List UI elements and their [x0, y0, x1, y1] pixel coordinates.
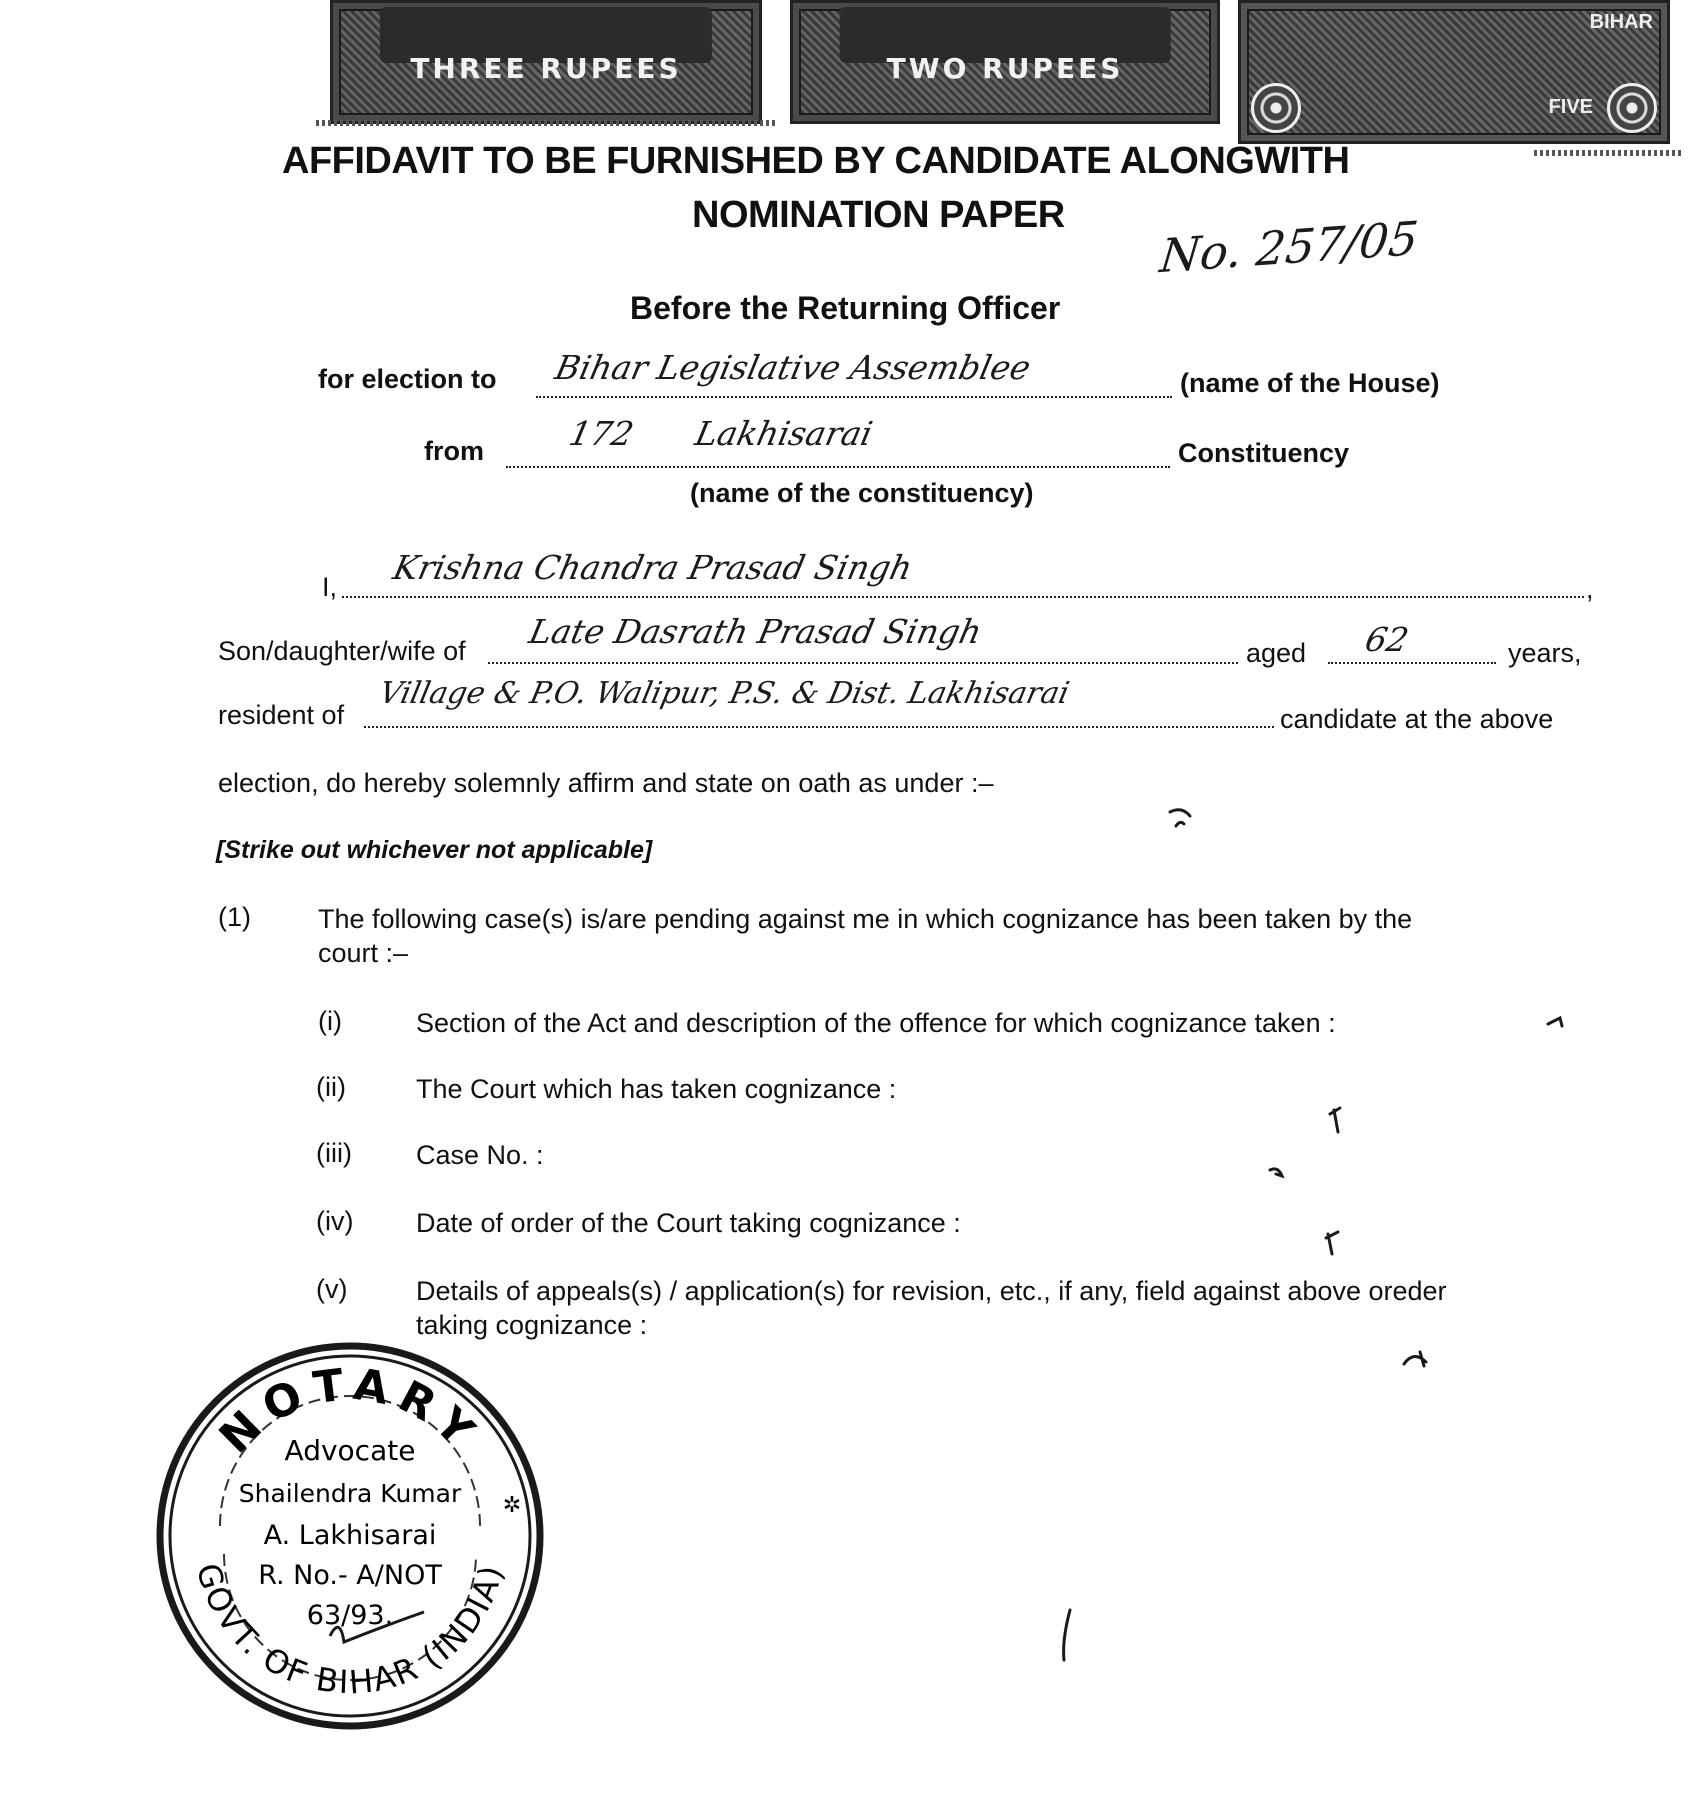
- stamp-value: TWO RUPEES: [886, 52, 1124, 85]
- section-text: The following case(s) is/are pending against me in which cognizance has been taken by the: [318, 904, 1413, 934]
- years-label: years,: [1508, 638, 1582, 668]
- item-text: Case No. :: [416, 1140, 544, 1170]
- candidate-suffix: candidate at the above: [1280, 704, 1554, 734]
- resident-label: resident of: [218, 700, 345, 730]
- section-text-line2: court :–: [318, 938, 409, 968]
- stamp-value: THREE RUPEES: [410, 52, 682, 85]
- form-title: AFFIDAVIT TO BE FURNISHED BY CANDIDATE ALONGWITH: [282, 140, 1350, 182]
- relation-label: Son/daughter/wife of: [218, 636, 466, 666]
- item-text-line2: taking cognizance :: [416, 1310, 648, 1340]
- before-returning-officer: Before the Returning Officer: [630, 290, 1061, 326]
- item-text: Details of appeals(s) / application(s) for revision, etc., if any, field against above oreder: [416, 1276, 1447, 1306]
- election-value: Bihar Legislative Assemblee: [551, 348, 1035, 387]
- stamp-state: BIHAR: [1589, 11, 1653, 33]
- reference-number: No. 257/05: [1157, 210, 1421, 284]
- age-value: 62: [1361, 620, 1413, 659]
- parent-name: Late Dasrath Prasad Singh: [525, 612, 986, 651]
- form-title-line2: NOMINATION PAPER: [692, 194, 1065, 236]
- seal-line-5: 63/93.: [306, 1600, 394, 1631]
- address-value: Village & P.O. Walipur, P.S. & Dist. Lakhisarai: [376, 676, 1073, 711]
- item-number: (iv): [316, 1206, 354, 1236]
- item-text: Date of order of the Court taking cognizance :: [416, 1208, 961, 1238]
- item-text: The Court which has taken cognizance :: [416, 1074, 897, 1104]
- strike-note: [Strike out whichever not applicable]: [216, 836, 653, 864]
- i-label: I,: [322, 572, 338, 602]
- item-text: Section of the Act and description of the offence for which cognizance taken :: [416, 1008, 1336, 1038]
- item-number: (v): [316, 1274, 348, 1304]
- item-number: (iii): [316, 1138, 352, 1168]
- section-number: (1): [218, 902, 251, 932]
- comma: ,: [1586, 574, 1594, 604]
- house-hint: (name of the House): [1180, 368, 1440, 398]
- aged-label: aged: [1246, 638, 1307, 668]
- constituency-hint: (name of the constituency): [690, 478, 1034, 508]
- seal-line-3: A. Lakhisarai: [263, 1520, 437, 1551]
- from-label: from: [424, 436, 484, 466]
- stamp-value: FIVE: [1548, 96, 1593, 118]
- seal-top-text: NOTARY: [209, 1358, 491, 1464]
- notary-seal: [150, 1336, 550, 1736]
- item-number: (i): [318, 1006, 342, 1036]
- seal-line-1: Advocate: [284, 1434, 416, 1467]
- seal-line-2: Shailendra Kumar: [238, 1479, 462, 1508]
- constituency-label: Constituency: [1178, 438, 1350, 468]
- seal-line-4: R. No.- A/NOT: [258, 1560, 442, 1591]
- seal-bottom-text: GOVT. OF BIHAR (INDIA): [188, 1559, 511, 1702]
- candidate-name: Krishna Chandra Prasad Singh: [389, 548, 916, 587]
- seal-star-icon: ✲: [502, 1493, 522, 1518]
- oath-line: election, do hereby solemnly affirm and state on oath as under :–: [218, 768, 994, 798]
- election-label: for election to: [318, 364, 497, 394]
- constituency-value: 172 Lakhisarai: [565, 414, 877, 453]
- item-number: (ii): [316, 1072, 346, 1102]
